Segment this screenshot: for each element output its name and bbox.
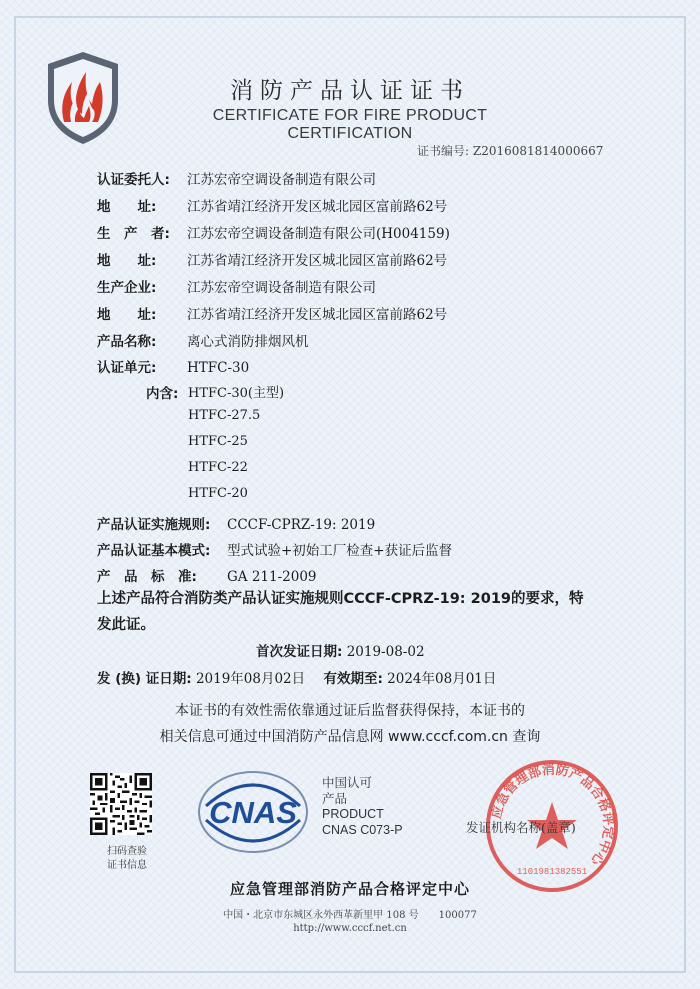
field-label: 认证单元: <box>97 360 157 376</box>
first-issue-date <box>256 640 425 660</box>
rule-label: 产品认证实施规则: <box>97 517 211 533</box>
title-chinese: 消防产品认证证书 <box>230 78 470 104</box>
qr-code[interactable] <box>90 773 152 835</box>
issuer-label: 发证机构名称(盖章) <box>466 820 576 835</box>
cnas-logo <box>196 768 310 856</box>
rule-value: 型式试验+初始工厂检查+获证后监督 <box>227 543 453 559</box>
validity-notice-line2: 相关信息可通过中国消防产品信息网 www.cccf.com.cn 查询 <box>159 729 541 745</box>
field-row-address <box>97 249 447 269</box>
field-row-applicant <box>97 168 376 188</box>
cert-no-label: 证书编号: <box>417 144 470 158</box>
field-row-cert-unit <box>97 356 249 376</box>
issue-date-value: 2019年08月02日 <box>195 671 306 687</box>
field-value: 江苏宏帝空调设备制造有限公司 <box>187 280 376 296</box>
rule-label: 产 品 标 准: <box>97 569 197 585</box>
field-row-factory <box>97 276 376 296</box>
field-label: 生产企业: <box>97 280 157 296</box>
model-item: HTFC-20 <box>188 486 248 501</box>
first-issue-value: 2019-08-02 <box>346 644 425 660</box>
field-row-address <box>97 195 447 215</box>
field-label: 认证委托人: <box>97 172 170 188</box>
rule-value: CCCF-CPRZ-19: 2019 <box>227 517 376 533</box>
title-english: CERTIFICATE FOR FIRE PRODUCT CERTIFICATION <box>212 107 488 142</box>
field-label: 地 址: <box>97 307 157 323</box>
field-label: 生 产 者: <box>97 226 170 242</box>
issue-validity-dates <box>97 667 496 687</box>
field-value: HTFC-30 <box>187 360 250 376</box>
first-issue-label: 首次发证日期: <box>256 644 343 660</box>
model-item: HTFC-22 <box>188 460 248 475</box>
models-label: 内含: <box>146 386 179 402</box>
field-row-manufacturer <box>97 222 450 242</box>
field-value: 江苏宏帝空调设备制造有限公司(H004159) <box>187 226 450 242</box>
validity-notice-line1: 本证书的有效性需依靠通过证后监督获得保持，本证书的 <box>175 703 525 719</box>
field-value: 江苏省靖江经济开发区城北园区富前路62号 <box>187 199 448 215</box>
issue-date-label: 发 (换) 证日期: <box>97 671 192 687</box>
cert-no-value: Z2016081814000667 <box>472 144 604 158</box>
field-row-product-name <box>97 330 309 350</box>
field-value: 离心式消防排烟风机 <box>187 334 309 350</box>
cnas-info: 中国认可 产品 PRODUCT CNAS C073-P <box>322 776 403 837</box>
rule-label: 产品认证基本模式: <box>97 543 211 559</box>
organization-url[interactable]: http://www.cccf.net.cn <box>293 923 407 934</box>
rule-row-standard <box>97 565 317 585</box>
organization-address: 中国・北京市东城区永外西革新里甲 108 号 100077 <box>223 910 477 921</box>
field-label: 地 址: <box>97 199 157 215</box>
valid-until-value: 2024年08月01日 <box>387 671 497 687</box>
rule-row-mode <box>97 539 452 559</box>
field-label: 地 址: <box>97 253 157 269</box>
rule-value: GA 211-2009 <box>227 569 317 585</box>
rule-row-implementation <box>97 513 375 533</box>
field-value: 江苏省靖江经济开发区城北园区富前路62号 <box>187 253 448 269</box>
certificate-number <box>417 142 603 159</box>
model-item: HTFC-27.5 <box>188 408 261 423</box>
seal-number: 1101981382551 <box>516 867 588 877</box>
cnas-logo-text: CNAS <box>209 795 297 830</box>
field-row-address <box>97 303 447 323</box>
field-value: 江苏省靖江经济开发区城北园区富前路62号 <box>187 307 448 323</box>
issuing-organization: 应急管理部消防产品合格评定中心 <box>229 880 470 898</box>
seal-org-text: 应急管理部消防产品合格评定中心 <box>489 762 616 868</box>
model-item: HTFC-30(主型) <box>188 386 285 401</box>
field-label: 产品名称: <box>97 334 157 350</box>
field-value: 江苏宏帝空调设备制造有限公司 <box>187 172 376 188</box>
qr-caption: 扫码查验 证书信息 <box>107 846 147 871</box>
compliance-statement: 上述产品符合消防类产品认证实施规则CCCF-CPRZ-19: 2019的要求，特发此证。 <box>97 591 584 633</box>
valid-until-label: 有效期至: <box>323 671 383 687</box>
model-item: HTFC-25 <box>188 434 248 449</box>
